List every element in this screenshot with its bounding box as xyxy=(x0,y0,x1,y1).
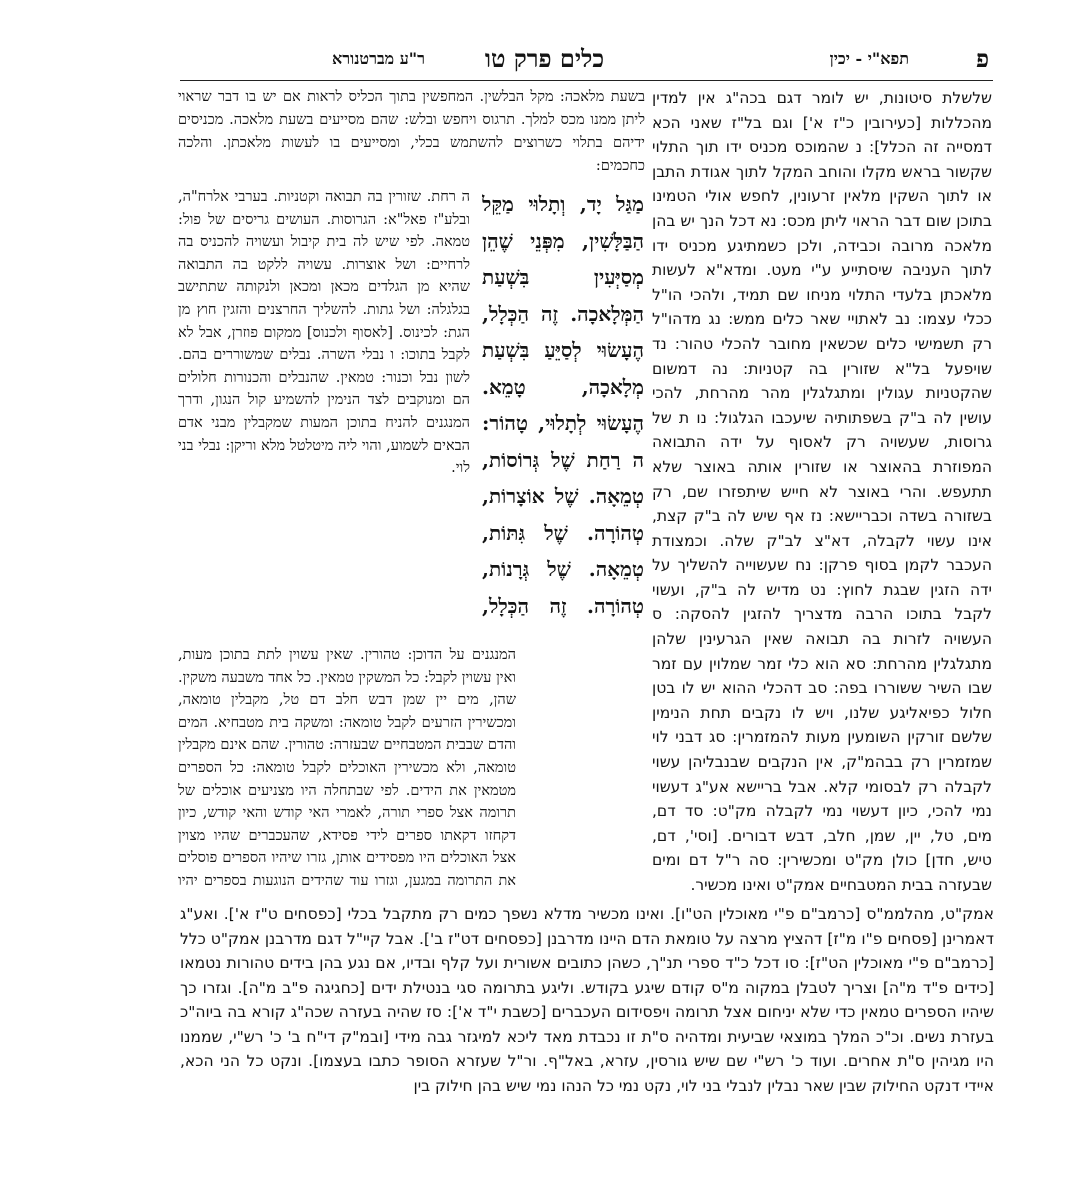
commentary-text: ה רחת. שזורין בה תבואה וקטניות. בערבי אלרח"ה, ובלע"ז פאל"א: הגרוסות. העושים גריסים של פול: טמאה. לפי שיש לה בית קיבול ועשויה להכניס בה לרחיים: ושל אוצרות. עשויה ללקט בה התבואה שהיא מן הגלדים מכאן ומכאן ולנקותה שתתישב בגלגלה: ושל גתות. להשליך החרצנים והזגין חוץ מן הגת: לכינוס. [לאסוף ולכנוס] ממקום פוזרן, אבל לא לקבל בתוכו: ו נבלי השרה. נבלים שמשוררים בהם. לשון נבל וכנור: טמאין. שהנבלים והכנורות חלולים הם ומנוקבים לצד הנימין להשמיע קול הנגון, ודרך המנגנים להניח בתוכן המעות שמקבלין מבני אדם הבאים לשמוע, והוי ליה מיטלטל מלא וריקן: נבלי בני לוי. xyxy=(178,189,470,477)
commentary-text: שלשלת סיטונות, יש לומר דגם בכה"ג אין למדין מהכללות [כעירובין כ"ז א'] וגם בל"ז שאני הכא דמסייה זה הכלל]: נ שהמוכס מכניס ידו תוך התלוי שקשור בראש מקלו והוחב המקל לתוך אגודת התבן או לתוך השקין מלאין זרעונין, לחפש אולי הטמינו בתוכן שום דבר הראוי ליתן מכס: נא דכל הנך יש בהן מלאכה מרובה וכבידה, ולכן כשמתיגע מכניס ידו לתוך העניבה שיסתייע ע"י מעט. ומדא"א לעשות מלאכתן בלעדי התלוי מניחו שם תמיד, ולהכי הו"ל ככלי עצמו: נב לאתויי שאר כלים ממש: נג מדהו"ל רק תשמישי כלים שכשאין מחובר להכלי טהור: נד שויפעל בל"א שזורין בה קטניות: נה דמשום שהקטניות עגולין ומתגלגלין מהר מהרחת, להכי עושין לה ב"ק בשפתותיה שיעכבו הגלגול: נו ת של גרוסות, שעשויה רק לאסוף על ידה התבואה המפוזרת בהאוצר או שזורין אותה באוצר שלא תתעפש. והרי באוצר לא חייש שיתפזרו שם, רק בשזורה בשדה וכבריישא: נז אף שיש לה ב"ק קצת, אינו עשוי לקבלה, דא"צ לב"ק שלה. וכמצודת העכבר לקמן בסוף פרקן: נח שעשוייה להשליך על ידה הזגין שבגת לחוץ: נט מדיש לה ב"ק, ועשוי לקבל בתוכו הרבה מדצריך להזגין להסקה: ס העשויה לזרות בה תבואה שאין הגרעינין שלהן מתגלגלין מהרחת: סא הוא כלי זמר שמלוין עם זמר שבו השיר ששוררו בפה: סב דהכלי ההוא יש לו בטן חלול כפיאליגע שלנו, ויש לו נקבים תחת הנימין שלשם זורקין השומעין מעות להמזמרין: סג דבני לוי שמזמרין רק בבהמ"ק, אין הנקבים שבנבליהן עשוי לקבלה רק לבסומי קלא. אבל בריישא אע"ג דעשוי נמי להכי, כיון דעשוי נמי לקבלה מק"ט: סד דם, מים, טל, יין, שמן, חלב, דבש דבורים. [וסי', דם, טיש, חדן] כולן מק"ט ומכשירין: סה ר"ל דם ומים שבעזרה בבית המטבחיים אמק"ט ואינו מכשיר. xyxy=(652,89,992,894)
commentary-title-right: תפא"י - יכין xyxy=(829,49,909,68)
tiferet-yisrael-commentary-bottom xyxy=(180,902,994,1146)
commentary-text: בשעת מלאכה: מקל הבלשין. המחפשין בתוך הכליס לראות אם יש בו דבר שראוי ליתן ממנו מכס למלך. תרגוס ויחפש ובלש: שהם מסייעים בשעת מלאכה. מכניסים ידיהם בתלוי כשרוצים להשתמש בכלי, ומסייעים בו לעשות מלאכתן. והלכה כחכמים: xyxy=(178,89,645,174)
commentary-text: המנגנים על הדוכן: טהורין. שאין עשוין לתת בתוכן מעות, ואין עשוין לקבל: כל המשקין טמאין. כל אחד משבעה משקין. שהן, מים יין שמן דבש חלב דם טל, מקבלין טומאה, ומכשירין הזרעים לקבל טומאה: ומשקה בית מטבחיא. המים והדם שבבית המטבחיים שבעזרה: טהורין. שהם אינם מקבלין טומאה, ולא מכשירין האוכלים לקבל טומאה: כל הספרים מטמאין את הידים. לפי שבתחלה היו מצניעים אוכלים של תרומה אצל ספרי תורה, לאמרי האי קודש והאי קודש, כיון דקחזו דקאתו ספרים לידי פסידא, שהעכברים שהיו מצוין אצל האוכלים היו מפסידים אותן, גזרו שיהיו הספרים פוסלים את התרומה במגען, וגזרו עוד שהידים הנוגעות בספרים יהיו xyxy=(178,647,516,889)
folio-letter: פ xyxy=(975,44,989,73)
mishna-text: מַגַּל יָד, וְתָלוּי מַקֵּל הַבַּלָּשִׁין, מִפְּנֵי שֶׁהֵן מְסַיְּעִין בִּשְׁעַת הַמְּלָאכָה. זֶה הַכְּלָל, הֶעָשׂוּי לְסַיֵּעַ בִּשְׁעַת מְלָאכָה, טָמֵא. הֶעָשׂוּי לְתָלוּי, טָהוֹר: ה רַחַת שֶׁל גְּרוֹסוֹת, טְמֵאָה. שֶׁל אוֹצָרוֹת, טְהוֹרָה. שֶׁל גִּתּוֹת, טְמֵאָה. שֶׁל גְּרָנוֹת, טְהוֹרָה. זֶה הַכְּלָל, xyxy=(482,192,644,618)
bartenura-commentary-side xyxy=(178,186,470,640)
commentary-text: אמק"ט, מהלממ"ס [כרמב"ם פ"י מאוכלין הט"ו]. ואינו מכשיר מדלא נשפך כמים רק מתקבל בכלי [כפסחים ט"ז א']. ואע"ג דאמרינן [פסחים פ"ו מ"ז] דהציץ מרצה על טומאת הדם היינו מדרבנן [כפסחים דט"ז ב']. אבל קיי"ל דגם מדרבנן אמק"ט כלל [כרמב"ם פ"י מאוכלין הט"ז]: סו דכל כ"ד ספרי תנ"ך, כשהן כתובים אשורית ועל קלף ובדיו, אם נגע בהן בידים טהורות נטמאו [כידים פ"ד מ"ה] וצריך לטבלן במקוה מ"ס קודם שיגע בקודש. וליגע בתרומה סגי בנטילת ידים [כחגיגה פ"ב מ"ה]. וגזרו כך שיהיו הספרים טמאין כדי שלא יניחום אצל תרומה ויפסידום העכברים [כשבת י"ד א']: סז שהיה בעזרה שכה"ג קורא בה ביוה"כ בעזרת נשים. וכ"כ המלך במוצאי שביעית ומדהיה ס"ת זו נכבדת מאד ליכא למיגזר גבה מידי [ובמ"ק די"ח ב' כ' רש"י, שממנו היו מגיהין ס"ת אחרים. ועוד כ' רש"י שם שיש גורסין, עזרא, באל"ף. ור"ל שעזרא הסופר כתבו בעצמו]. ונקט כל הני הכא, איידי דנקט החילוק שבין שאר נבלין לנבלי בני לוי, נקט נמי כל הנהו נמי שיש בהן חילוק בין xyxy=(180,905,994,1095)
chapter-title: כלים פרק טו xyxy=(484,44,605,73)
bartenura-commentary-bottom xyxy=(178,644,516,894)
mishna-text-block xyxy=(482,186,644,626)
commentary-title-left: ר"ע מברטנורא xyxy=(332,49,425,68)
header-rule xyxy=(180,80,993,81)
tiferet-yisrael-commentary xyxy=(652,86,992,898)
bartenura-commentary-top xyxy=(178,86,645,182)
